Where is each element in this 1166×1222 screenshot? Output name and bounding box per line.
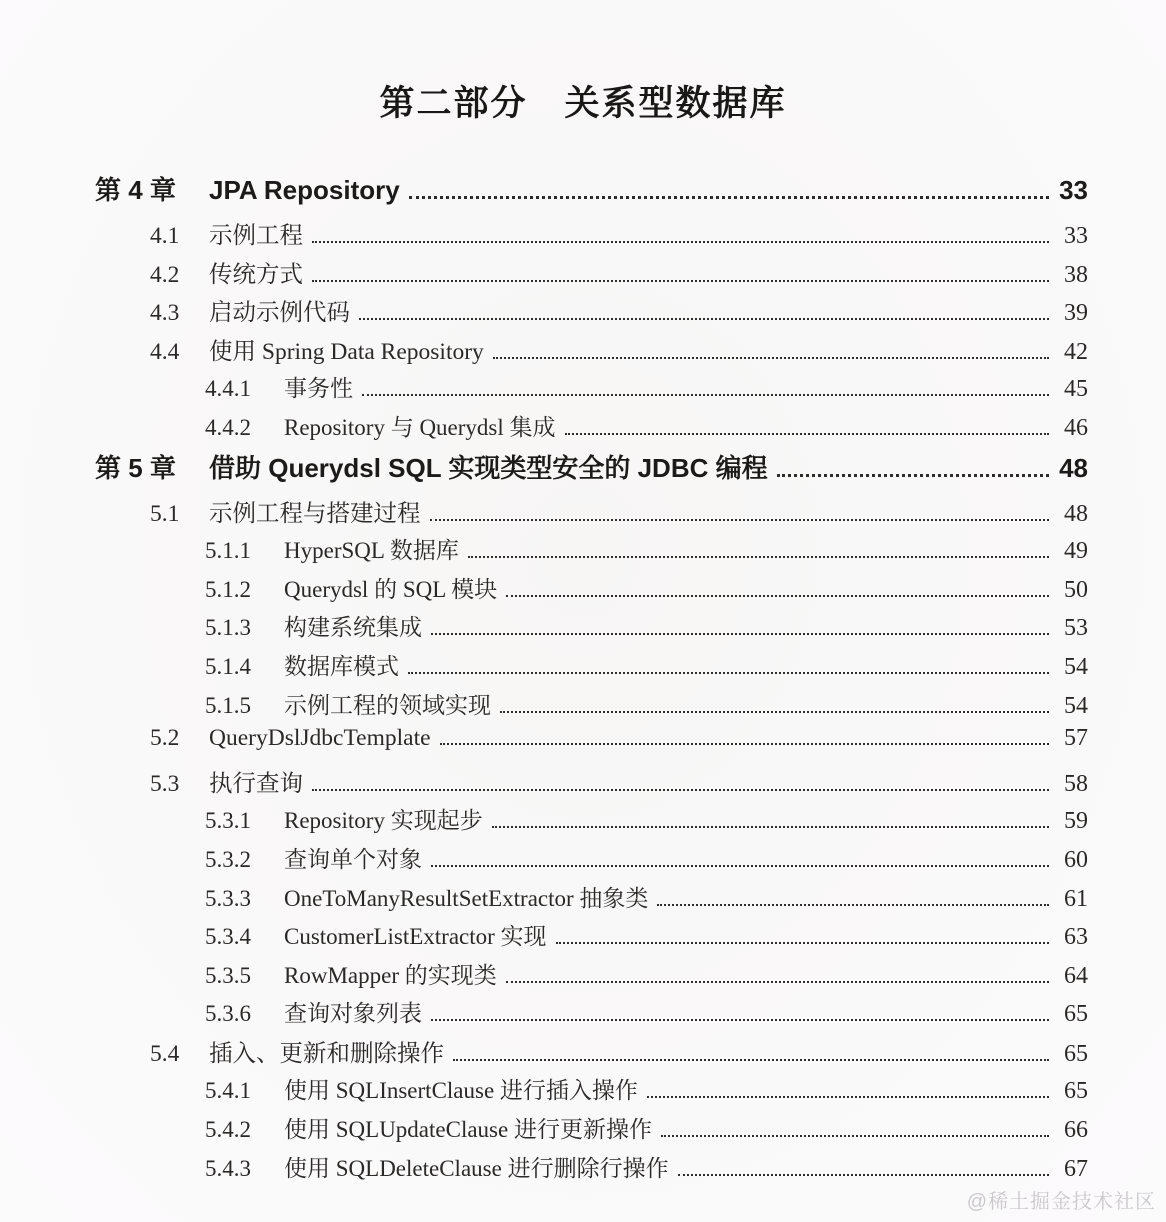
- toc-entry-page: 65: [1064, 1078, 1088, 1105]
- toc-entry-title: 启动示例代码: [209, 300, 350, 327]
- toc-entry-number: 5.3.1: [205, 808, 251, 834]
- toc-entry: [0, 293, 1088, 332]
- toc-entry-title: QueryDslJdbcTemplate: [209, 725, 431, 752]
- toc-entry-title: 使用 SQLDeleteClause 进行删除行操作: [284, 1155, 669, 1181]
- toc-entry-title: 传统方式: [209, 261, 303, 288]
- toc-entry-number: 5.1: [150, 500, 180, 527]
- dot-leader: [493, 357, 1049, 359]
- toc-entry-number: 5.1.5: [205, 692, 251, 718]
- toc-entry-page: 49: [1064, 538, 1088, 565]
- toc-entry: [0, 255, 1088, 294]
- dot-leader: [661, 1135, 1049, 1137]
- dot-leader: [408, 672, 1049, 674]
- dot-leader: [409, 196, 1049, 199]
- part-title: 第二部分 关系型数据库: [379, 84, 787, 123]
- toc-entry-page: 60: [1064, 846, 1088, 873]
- toc-entry: [0, 1072, 1088, 1111]
- toc-entry-title: 示例工程: [209, 223, 303, 249]
- toc-entry-number: 4.4: [150, 338, 180, 365]
- toc-entry-title: 事务性: [284, 376, 353, 402]
- toc-entry-page: 39: [1064, 300, 1088, 327]
- toc-entry-number: 第 4 章: [95, 175, 176, 205]
- toc-entry-title: 使用 SQLInsertClause 进行插入操作: [284, 1078, 638, 1104]
- toc-entry-title: 插入、更新和删除操作: [209, 1040, 444, 1067]
- toc-entry: [0, 957, 1088, 996]
- toc-entry: [0, 1150, 1088, 1189]
- dot-leader: [777, 474, 1049, 477]
- dot-leader: [492, 826, 1049, 828]
- toc-entry-number: 5.4: [150, 1040, 180, 1067]
- toc-entry-number: 5.3: [150, 770, 180, 797]
- toc-entry-page: 33: [1059, 175, 1088, 205]
- dot-leader: [678, 1174, 1049, 1176]
- toc-entry: [0, 648, 1088, 687]
- dot-leader: [430, 519, 1050, 521]
- toc-entry: [0, 409, 1088, 448]
- toc-entry-title: RowMapper 的实现类: [284, 962, 497, 988]
- toc-entry-title: Repository 与 Querydsl 集成: [284, 414, 556, 440]
- watermark: @稀土掘金技术社区: [966, 1191, 1156, 1213]
- toc-entry: [0, 170, 1088, 216]
- toc-entry-number: 4.2: [150, 261, 180, 288]
- toc-entry-page: 67: [1064, 1155, 1088, 1182]
- toc-entry-page: 54: [1064, 653, 1088, 680]
- toc-entry: [0, 1034, 1088, 1073]
- toc-entry: [0, 764, 1088, 803]
- toc-entry-page: 63: [1064, 924, 1088, 951]
- toc-entry-number: 5.3.3: [205, 885, 251, 911]
- toc-entry-number: 5.3.6: [205, 1001, 251, 1027]
- toc-entry-number: 4.4.2: [205, 414, 251, 440]
- toc-entry-page: 65: [1064, 1040, 1088, 1067]
- dot-leader: [565, 433, 1049, 435]
- toc-entry-title: 借助 Querydsl SQL 实现类型安全的 JDBC 编程: [209, 452, 768, 483]
- dot-leader: [312, 789, 1049, 791]
- toc-entry-number: 5.4.1: [205, 1078, 251, 1104]
- dot-leader: [362, 394, 1049, 396]
- toc-entry-title: Querydsl 的 SQL 模块: [284, 576, 498, 602]
- toc-entry-title: Repository 实现起步: [284, 808, 483, 834]
- toc-entry-number: 5.4.3: [205, 1155, 251, 1181]
- toc-entry: [0, 370, 1088, 409]
- toc-entry-title: JPA Repository: [209, 175, 400, 205]
- dot-leader: [359, 318, 1049, 320]
- toc-entry: [0, 216, 1088, 255]
- dot-leader: [431, 1019, 1049, 1021]
- toc-entry-title: 使用 Spring Data Repository: [209, 338, 484, 365]
- toc-entry: [0, 1111, 1088, 1150]
- toc-entry-title: 使用 SQLUpdateClause 进行更新操作: [284, 1117, 652, 1143]
- toc-entry-page: 45: [1064, 376, 1088, 403]
- toc-entry-title: HyperSQL 数据库: [284, 538, 459, 564]
- toc-entry-page: 38: [1064, 261, 1088, 288]
- dot-leader: [312, 241, 1049, 243]
- toc-entry-page: 59: [1064, 808, 1088, 835]
- toc-entry: [0, 880, 1088, 919]
- toc-entry-title: 执行查询: [209, 770, 303, 797]
- dot-leader: [500, 711, 1049, 713]
- toc-entry-number: 5.3.2: [205, 846, 251, 872]
- toc-list: [0, 170, 1166, 1188]
- toc-entry-page: 61: [1064, 885, 1088, 912]
- toc-entry-number: 第 5 章: [95, 452, 176, 483]
- dot-leader: [431, 633, 1049, 635]
- toc-entry-number: 5.2: [150, 725, 180, 752]
- toc-entry-title: OneToManyResultSetExtractor 抽象类: [284, 885, 649, 911]
- toc-entry-title: 数据库模式: [284, 653, 399, 679]
- dot-leader: [506, 595, 1049, 597]
- toc-entry: [0, 332, 1088, 371]
- dot-leader: [312, 280, 1049, 282]
- toc-entry: [0, 687, 1088, 726]
- dot-leader: [468, 556, 1049, 558]
- toc-entry: [0, 448, 1088, 494]
- toc-entry-title: 构建系统集成: [284, 615, 422, 641]
- toc-entry-title: CustomerListExtractor 实现: [284, 924, 547, 950]
- toc-entry: [0, 609, 1088, 648]
- toc-entry-page: 53: [1064, 615, 1088, 642]
- dot-leader: [453, 1059, 1049, 1061]
- dot-leader: [657, 904, 1049, 906]
- toc-entry-number: 4.4.1: [205, 376, 251, 402]
- toc-entry-title: 查询单个对象: [284, 846, 422, 872]
- toc-entry-number: 5.3.4: [205, 924, 251, 950]
- toc-entry-page: 65: [1064, 1001, 1088, 1028]
- toc-entry: [0, 532, 1088, 571]
- dot-leader: [431, 865, 1049, 867]
- toc-entry-page: 58: [1064, 770, 1088, 797]
- toc-entry-page: 64: [1064, 962, 1088, 989]
- toc-entry-number: 5.4.2: [205, 1117, 251, 1143]
- toc-entry: [0, 571, 1088, 610]
- dot-leader: [506, 981, 1049, 983]
- toc-entry-title: 查询对象列表: [284, 1001, 422, 1027]
- toc-entry: [0, 995, 1088, 1034]
- toc-entry-number: 5.1.1: [205, 538, 251, 564]
- toc-entry-page: 54: [1064, 692, 1088, 719]
- dot-leader: [440, 743, 1049, 745]
- toc-entry-page: 46: [1064, 414, 1088, 441]
- toc-entry: [0, 494, 1088, 533]
- toc-entry-page: 66: [1064, 1117, 1088, 1144]
- toc-entry: [0, 841, 1088, 880]
- toc-entry: [0, 802, 1088, 841]
- toc-entry: [0, 725, 1088, 764]
- toc-entry-page: 42: [1064, 338, 1088, 365]
- toc-entry-number: 5.1.4: [205, 653, 251, 679]
- toc-entry-page: 57: [1064, 725, 1088, 752]
- toc-entry-number: 5.3.5: [205, 962, 251, 988]
- toc-entry-number: 4.3: [150, 300, 180, 327]
- toc-entry-title: 示例工程的领域实现: [284, 692, 491, 718]
- toc-entry-page: 33: [1064, 223, 1088, 249]
- toc-entry-number: 4.1: [150, 223, 180, 249]
- toc-entry-page: 48: [1059, 452, 1088, 483]
- toc-entry: [0, 918, 1088, 957]
- toc-entry-number: 5.1.3: [205, 615, 251, 641]
- dot-leader: [647, 1096, 1049, 1098]
- dot-leader: [556, 942, 1049, 944]
- toc-entry-page: 50: [1064, 576, 1088, 603]
- toc-entry-title: 示例工程与搭建过程: [209, 500, 421, 527]
- toc-entry-page: 48: [1064, 500, 1088, 527]
- toc-entry-number: 5.1.2: [205, 576, 251, 602]
